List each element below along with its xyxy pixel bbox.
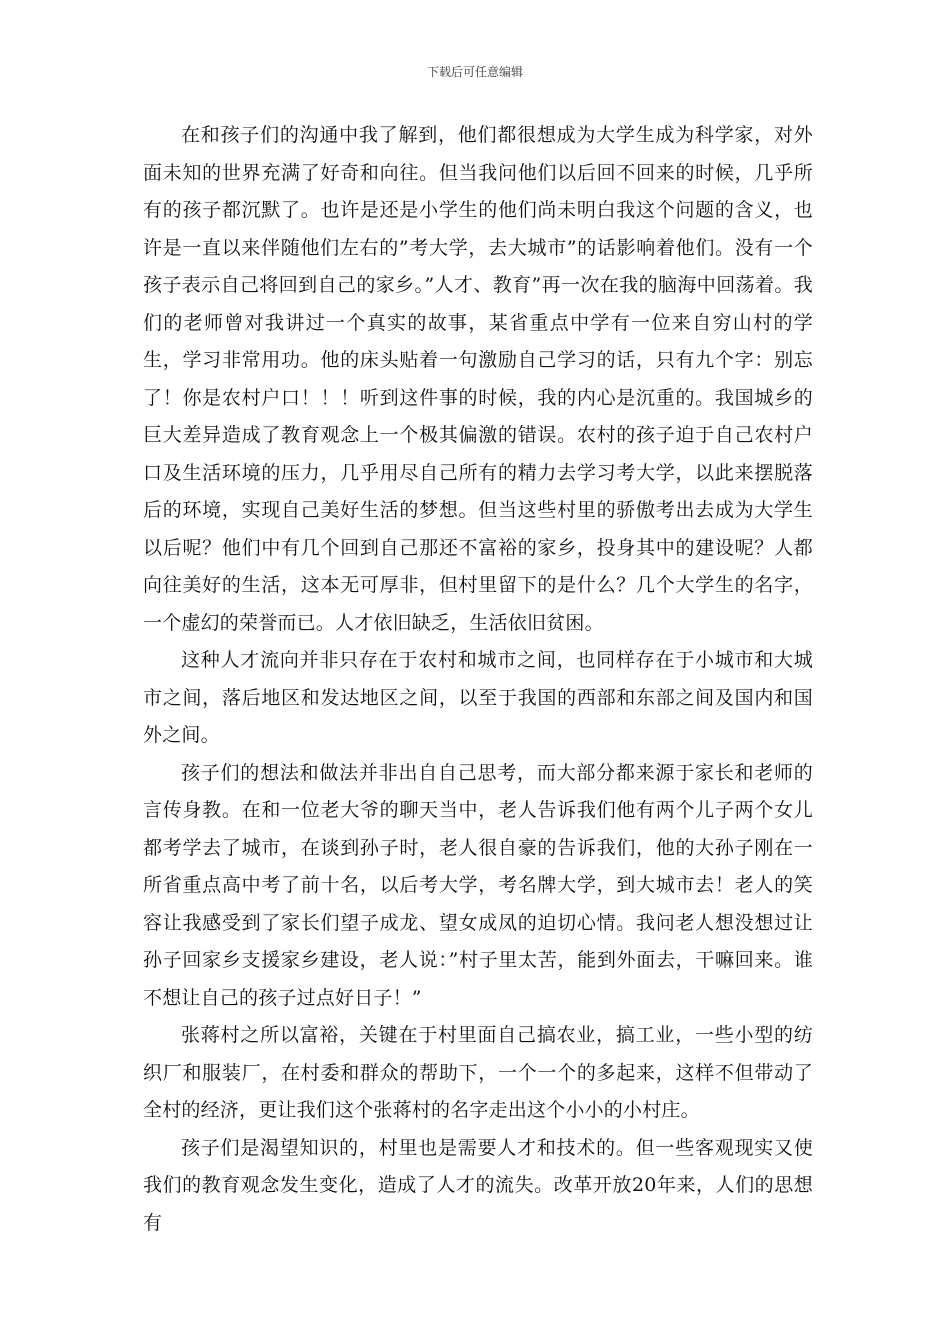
paragraph: 孩子们是渴望知识的，村里也是需要人才和技术的。但一些客观现实又使我们的教育观念发生变化，造成了人才的流失。改革开放20年来，人们的思想有 [143,1136,813,1234]
paragraph: 在和孩子们的沟通中我了解到，他们都很想成为大学生成为科学家，对外面未知的世界充满了好奇和向往。但当我问他们以后回不回来的时候，几乎所有的孩子都沉默了。也许是还是小学生的他们尚未明白我这个问题的含义，也许是一直以来伴随他们左右的”考大学，去大城市”的话影响着他们。没有一个孩子表示自己将回到自己的家乡。”人才、教育”再一次在我的脑海中回荡着。我们的老师曾对我讲过一个真实的故事，某省重点中学有一位来自穷山村的学生，学习非常用功。他的床头贴着一句激励自己学习的话，只有九个字：别忘了！你是农村户口！！！听到这件事的时候，我的内心是沉重的。我国城乡的巨大差异造成了教育观念上一个极其偏激的错误。农村的孩子迫于自己农村户口及生活环境的压力，几乎用尽自己所有的精力去学习考大学，以此来摆脱落后的环境，实现自己美好生活的梦想。但当这些村里的骄傲考出去成为大学生以后呢？他们中有几个回到自己那还不富裕的家乡，投身其中的建设呢？人都向往美好的生活，这本无可厚非，但村里留下的是什么？几个大学生的名字，一个虚幻的荣誉而已。人才依旧缺乏，生活依旧贫困。 [143,124,813,634]
paragraph: 这种人才流向并非只存在于农村和城市之间，也同样存在于小城市和大城市之间，落后地区和发达地区之间，以至于我国的西部和东部之间及国内和国外之间。 [143,649,813,746]
paragraph: 孩子们的想法和做法并非出自自己思考，而大部分都来源于家长和老师的言传身教。在和一位老大爷的聊天当中，老人告诉我们他有两个儿子两个女儿都考学去了城市，在谈到孙子时，老人很自豪的告诉我们，他的大孙子刚在一所省重点高中考了前十名，以后考大学，考名牌大学，到大城市去！老人的笑容让我感受到了家长们望子成龙、望女成凤的迫切心情。我问老人想没想过让孙子回家乡支援家乡建设，老人说：”村子里太苦，能到外面去，干嘛回来。谁不想让自己的孩子过点好日子！” [143,761,813,1009]
page-header: 下载后可任意编辑 [426,65,523,79]
paragraph: 张蒋村之所以富裕，关键在于村里面自己搞农业，搞工业，一些小型的纺织厂和服装厂，在村委和群众的帮助下，一个一个的多起来，这样不但带动了全村的经济，更让我们这个张蒋村的名字走出这个小小的小村庄。 [143,1024,813,1121]
document-body [143,117,813,1242]
